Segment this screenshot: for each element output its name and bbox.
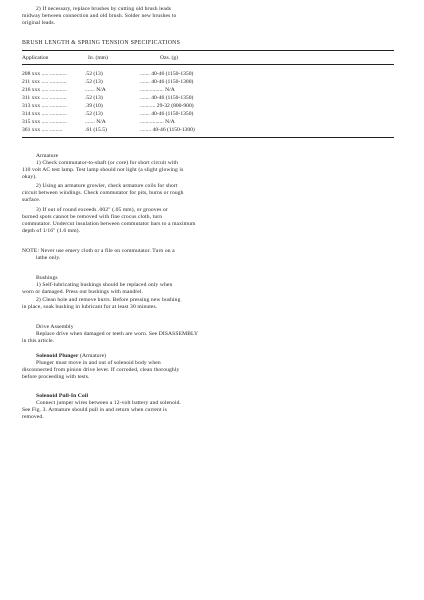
armature-p2-line: surface. bbox=[22, 197, 41, 203]
table-bottom-rule bbox=[22, 137, 394, 138]
armature-heading: Armature bbox=[36, 153, 59, 159]
armature-p3-line: commutator. Undercut insulation between commutator bars to a maximum bbox=[22, 221, 196, 227]
plunger-line: disconnected from pinion drive lever. If corroded, clean thoroughly bbox=[22, 367, 180, 373]
armature-p1-line: okay). bbox=[22, 174, 37, 180]
bushings-line: 2) Clean hole and remove burrs. Before pressing new bushing bbox=[36, 297, 181, 303]
cell-application: 208 xxx ..... ............ bbox=[22, 71, 67, 77]
pullin-line: removed. bbox=[22, 414, 44, 420]
drive-line: in this article. bbox=[22, 338, 55, 344]
armature-p3-line: depth of 1/16" (1.6 mm). bbox=[22, 228, 81, 234]
header-ozs-g: Ozs. (g) bbox=[160, 55, 179, 61]
cell-application: 211 xxx ..... ............ bbox=[22, 79, 67, 85]
cell-ozs-g: ....... 40-46 (1150-1350) bbox=[140, 111, 194, 117]
table-row bbox=[22, 111, 212, 118]
cell-ozs-g: ........... 29-32 (800-900) bbox=[140, 103, 194, 109]
header-application: Application bbox=[22, 55, 49, 61]
cell-ozs-g: ................. N/A bbox=[140, 119, 175, 125]
cell-application: 313 xxx ..... ............ bbox=[22, 103, 67, 109]
cell-application: 361 xxx ..... ......... bbox=[22, 127, 63, 133]
cell-application: 216 xxx ..... ............ bbox=[22, 87, 67, 93]
pullin-heading: Solenoid Pull-In Coil bbox=[36, 393, 89, 399]
cell-ozs-g: ....... 40-46 (1150-1300) bbox=[140, 79, 194, 85]
cell-application: 314 xxx ..... ............ bbox=[22, 111, 67, 117]
table-header-rule bbox=[22, 64, 394, 65]
plunger-line: before proceeding with tests. bbox=[22, 374, 90, 380]
table-row bbox=[22, 79, 212, 86]
cell-in-mm: ....... N/A bbox=[85, 119, 106, 125]
cell-in-mm: ....... N/A bbox=[85, 87, 106, 93]
bushings-line: worn or damaged. Press out bushings with mandrel. bbox=[22, 289, 143, 295]
plunger-line: Plunger must move in and out of solenoid body when bbox=[36, 360, 161, 366]
plunger-heading-sub: (Armature) bbox=[79, 353, 107, 359]
table-row bbox=[22, 127, 212, 134]
bushings-heading: Bushings bbox=[36, 275, 58, 281]
cell-application: 315 xxx ..... ............ bbox=[22, 119, 67, 125]
table-row bbox=[22, 103, 212, 110]
bushings-line: 1) Self-lubricating bushings should be replaced only when bbox=[36, 282, 173, 288]
spec-title-rule bbox=[22, 50, 394, 51]
cell-in-mm: .39 (10) bbox=[85, 103, 103, 109]
cell-in-mm: .52 (13) bbox=[85, 79, 103, 85]
cell-in-mm: .52 (13) bbox=[85, 95, 103, 101]
cell-in-mm: .52 (13) bbox=[85, 111, 103, 117]
cell-application: 311 xxx ..... ............ bbox=[22, 95, 67, 101]
armature-p1-line: 1) Check commutator-to-shaft (or core) for short circuit with bbox=[36, 160, 179, 166]
table-row bbox=[22, 71, 212, 78]
armature-p3-line: 3) If out of round exceeds .002" (.05 mm), or grooves or bbox=[36, 207, 168, 213]
note-line-2: lathe only. bbox=[36, 255, 61, 261]
armature-p2-line: 2) Using an armature growler, check armature coils for short bbox=[36, 183, 178, 189]
table-row bbox=[22, 95, 212, 102]
drive-line: Replace drive when damaged or teeth are worn. See DISASSEMBLY bbox=[36, 331, 199, 337]
armature-p3-line: burned spots cannot be removed with fine crocus cloth, turn bbox=[22, 214, 163, 220]
armature-p1-line: 110 volt AC test lamp. Test lamp should not light (a slight glowing is bbox=[22, 167, 184, 173]
bushings-line: in place, soak bushing in lubricant for at least 30 minutes. bbox=[22, 304, 158, 310]
header-in-mm: In. (mm) bbox=[88, 55, 108, 61]
note-line-1: NOTE: Never use emery cloth or a file on commutator. Turn on a bbox=[22, 248, 175, 254]
cell-ozs-g: ................. N/A bbox=[140, 87, 175, 93]
plunger-heading: Solenoid Plunger bbox=[36, 353, 79, 359]
intro-line-1: 2) If necessary, replace brushes by cutting old brush leads bbox=[36, 6, 172, 12]
cell-ozs-g: ........ 40-46 (1150-1300) bbox=[140, 127, 195, 133]
table-row bbox=[22, 87, 212, 94]
cell-in-mm: .61 (15.5) bbox=[85, 127, 107, 133]
intro-line-2: midway between connection and old brush. Solder new brushes to bbox=[22, 13, 177, 19]
pullin-line: Connect jumper wires between a 12-volt battery and solenoid. bbox=[36, 400, 182, 406]
drive-heading: Drive Assembly bbox=[36, 324, 74, 330]
cell-ozs-g: ....... 40-46 (1150-1350) bbox=[140, 95, 194, 101]
intro-line-3: original leads. bbox=[22, 20, 56, 26]
pullin-line: See Fig. 3. Armature should pull in and return when current is bbox=[22, 407, 167, 413]
spec-title: BRUSH LENGTH & SPRING TENSION SPECIFICATIONS bbox=[22, 40, 181, 46]
table-header bbox=[22, 55, 212, 62]
cell-ozs-g: ....... 40-46 (1150-1350) bbox=[140, 71, 194, 77]
armature-p2-line: circuit between windings. Check commutator for pits, burns or rough bbox=[22, 190, 184, 196]
cell-in-mm: .52 (13) bbox=[85, 71, 103, 77]
table-row bbox=[22, 119, 212, 126]
